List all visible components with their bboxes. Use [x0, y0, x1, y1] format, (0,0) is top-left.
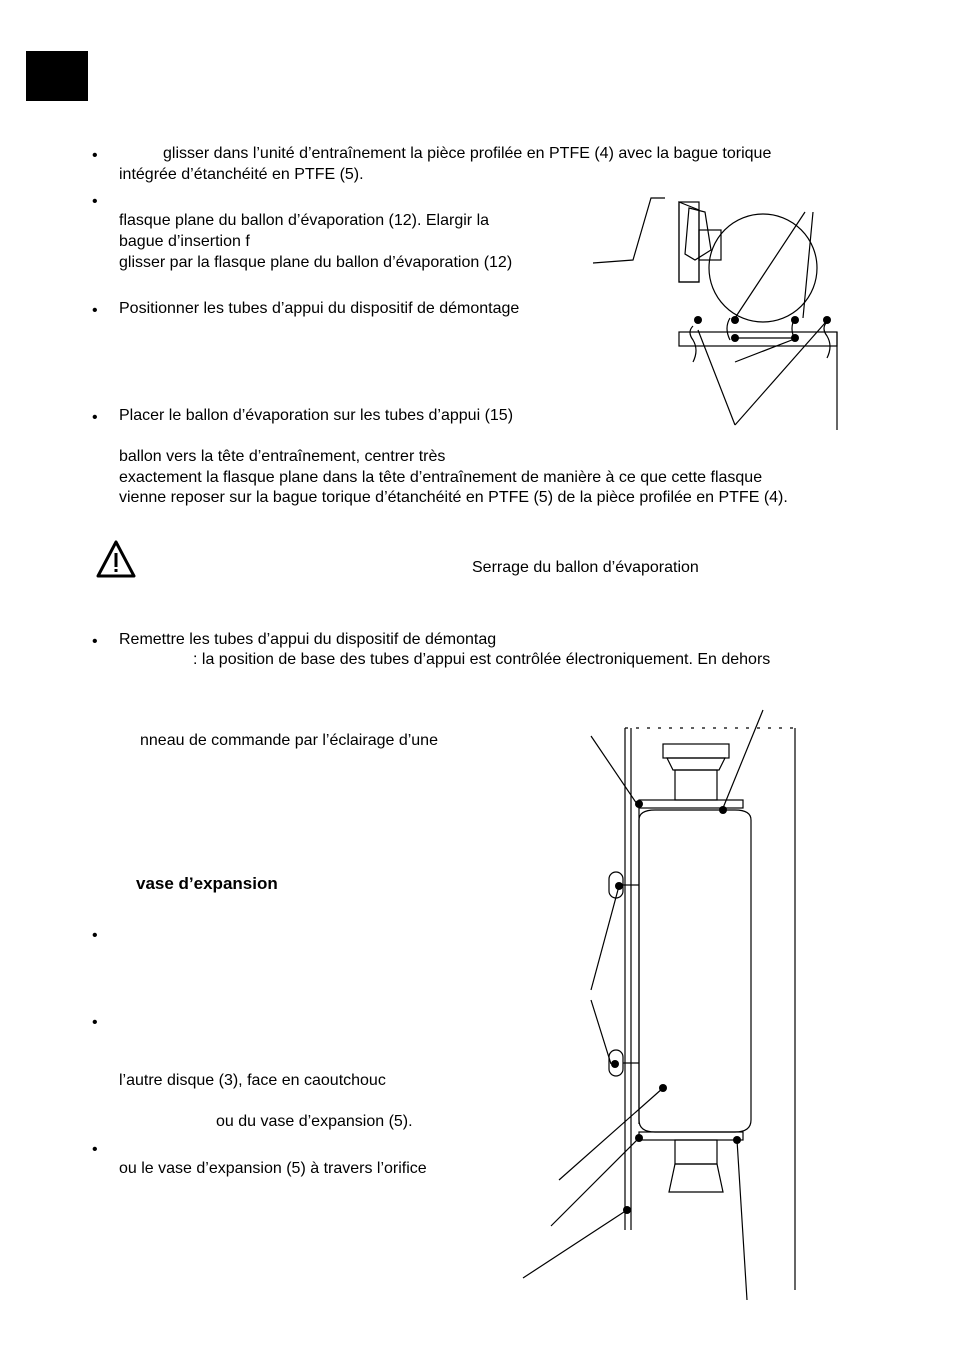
- step-1-line-b: intégrée d’étanchéité en PTFE (5).: [119, 166, 364, 183]
- step-4-line-d: vienne reposer sur la bague torique d’étanchéité en PTFE (5) de la pièce profilée en PTFE (4).: [119, 489, 788, 506]
- bullet-5: •: [92, 633, 98, 650]
- step-2-line-b: bague d’insertion f: [119, 233, 250, 250]
- panel-note-line: nneau de commande par l’éclairage d’une: [140, 732, 438, 749]
- step-2-line-c: glisser par la flasque plane du ballon d’évaporation (12): [119, 254, 513, 271]
- step-4-line-c: exactement la flasque plane dans la tête d’entraînement de manière à ce que cette flasque: [119, 469, 763, 486]
- warning-triangle-icon: [95, 539, 137, 579]
- step-3-line: Positionner les tubes d’appui du dispositif de démontage: [119, 300, 520, 317]
- step-5-line-b: : la position de base des tubes d’appui est contrôlée électroniquement. En dehors: [193, 651, 771, 668]
- step-7-line-b: ou du vase d’expansion (5).: [216, 1113, 413, 1130]
- bullet-4: •: [92, 409, 98, 426]
- evaporation-flask-figure: [585, 190, 845, 435]
- bullet-7: •: [92, 1014, 98, 1031]
- step-2-line-a: flasque plane du ballon d’évaporation (12). Elargir la: [119, 212, 490, 229]
- step-8-line: ou le vase d’expansion (5) à travers l’orifice: [119, 1160, 427, 1177]
- bullet-8: •: [92, 1141, 98, 1158]
- step-4-line-b: ballon vers la tête d’entraînement, centrer très: [119, 448, 446, 465]
- bullet-6: •: [92, 927, 98, 944]
- step-5-line-a: Remettre les tubes d’appui du dispositif de démontag: [119, 631, 497, 648]
- section-heading: vase d’expansion: [136, 874, 278, 893]
- step-4-line-a: Placer le ballon d’évaporation sur les tubes d’appui (15): [119, 407, 514, 424]
- step-1-line-a: glisser dans l’unité d’entraînement la pièce profilée en PTFE (4) avec la bague torique: [163, 145, 772, 162]
- bullet-3: •: [92, 302, 98, 319]
- bullet-2: •: [92, 193, 98, 210]
- bullet-1: •: [92, 147, 98, 164]
- warning-text: Serrage du ballon d’évaporation: [472, 559, 699, 576]
- chapter-tab-marker: [26, 51, 88, 101]
- step-7-line-a: l’autre disque (3), face en caoutchouc: [119, 1072, 386, 1089]
- expansion-vessel-figure: [515, 700, 815, 1310]
